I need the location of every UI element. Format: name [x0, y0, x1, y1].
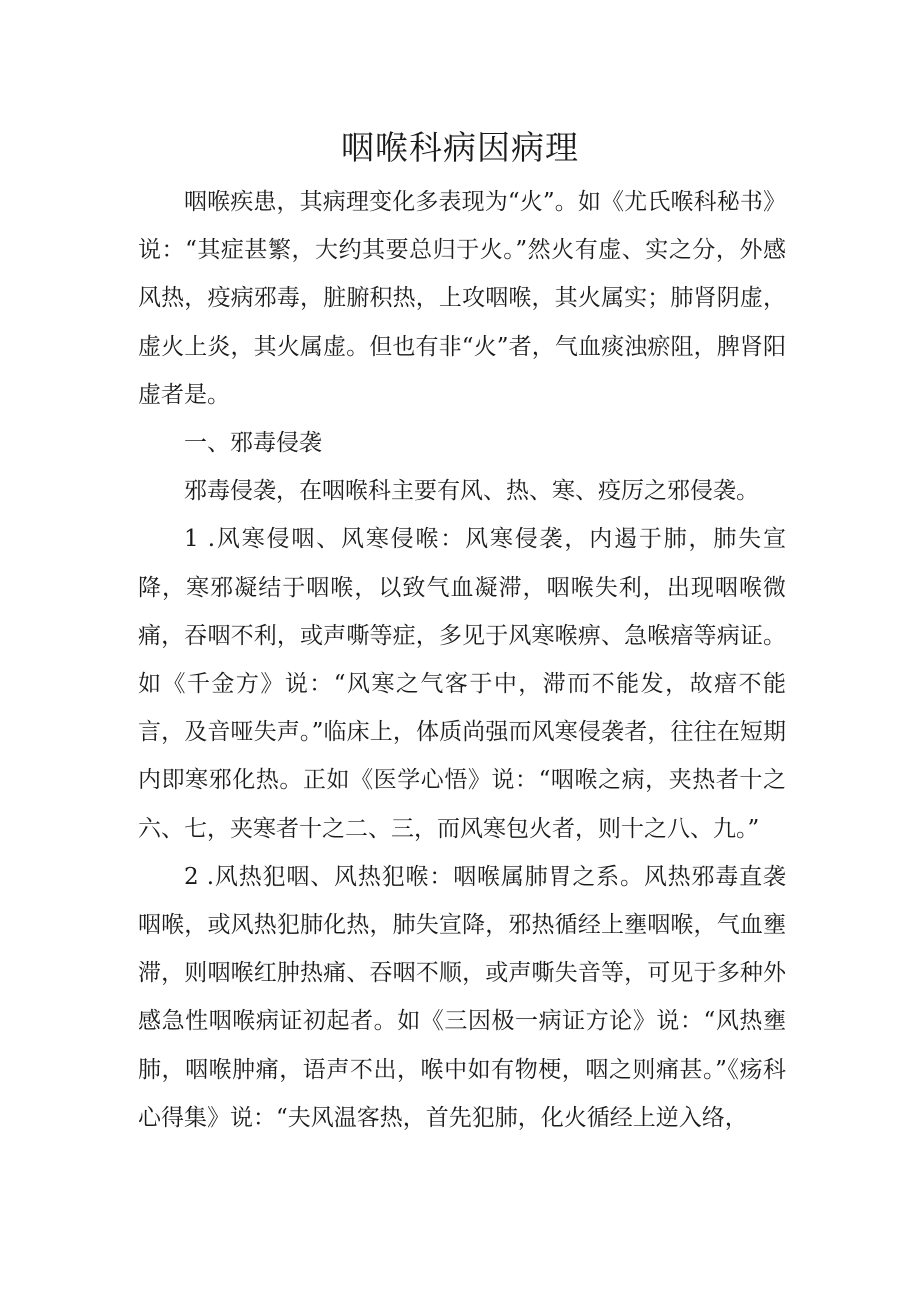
- section-heading-1: 一、邪毒侵袭: [184, 430, 322, 457]
- document-body: [138, 178, 786, 1142]
- section-1-intro-paragraph: 邪毒侵袭，在咽喉科主要有风、热、寒、疫厉之邪侵袭。: [184, 478, 759, 505]
- item-2-paragraph: 2 .风热犯咽、风热犯喉：咽喉属肺胃之系。风热邪毒直袭咽喉，或风热犯肺化热，肺失宣降，邪热循经上壅咽喉，气血壅滞，则咽喉红肿热痛、吞咽不顺，或声嘶失音等，可见于多种外感急性咽喉病证初起者。如《三因极一病证方论》说：“风热壅肺，咽喉肿痛，语声不出，喉中如有物梗，咽之则痛甚。”《疡科心得集》说：“夫风温客热，首先犯肺，化火循经上逆入络，: [138, 863, 786, 1131]
- item-1-paragraph: 1 .风寒侵咽、风寒侵喉：风寒侵袭，内遏于肺，肺失宣降，寒邪凝结于咽喉，以致气血凝滞，咽喉失利，出现咽喉微痛，吞咽不利，或声嘶等症，多见于风寒喉痹、急喉瘖等病证。如《千金方》说：“风寒之气客于中，滞而不能发，故瘖不能言，及音哑失声。”临床上，体质尚强而风寒侵袭者，往往在短期内即寒邪化热。正如《医学心悟》说：“咽喉之病，夹热者十之六、七，夹寒者十之二、三，而风寒包火者，则十之八、九。”: [138, 526, 786, 842]
- intro-paragraph: 咽喉疾患，其病理变化多表现为“火”。如《尤氏喉科秘书》说：“其症甚繁，大约其要总归于火。”然火有虚、实之分，外感风热，疫病邪毒，脏腑积热，上攻咽喉，其火属实；肺肾阴虚，虚火上炎，其火属虚。但也有非“火”者，气血痰浊瘀阻，脾肾阳虚者是。: [138, 189, 786, 408]
- document-title: 咽喉科病因病理: [341, 128, 579, 167]
